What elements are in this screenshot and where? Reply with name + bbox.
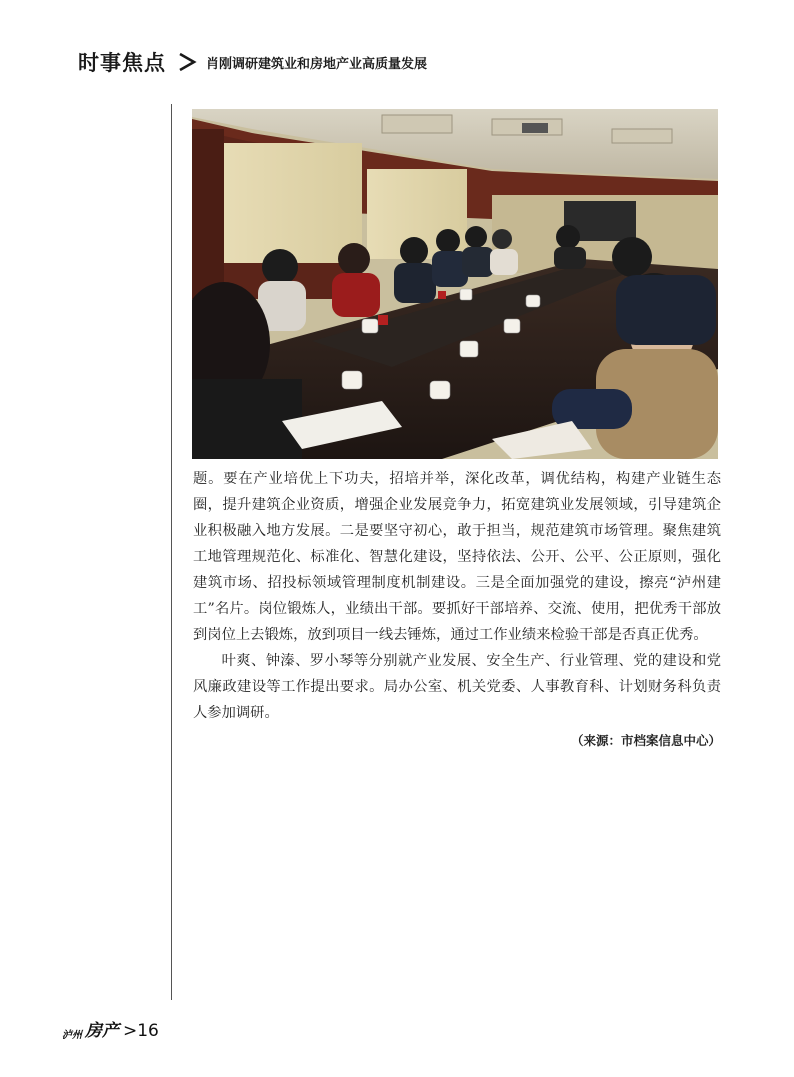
page-footer	[62, 1016, 159, 1041]
meeting-photo	[192, 109, 718, 459]
section-title: 时事焦点	[78, 51, 166, 75]
article-body	[193, 466, 721, 754]
magazine-name-small: 泸州	[62, 1030, 82, 1041]
page-number: >16	[123, 1021, 159, 1041]
chevron-right-icon	[176, 51, 198, 73]
magazine-name-logo: 房产	[85, 1021, 119, 1041]
article-headline: 肖刚调研建筑业和房地产业高质量发展	[206, 56, 428, 72]
margin-rule	[171, 104, 172, 1000]
page-header	[78, 44, 427, 80]
article-paragraph-1: 题。要在产业培优上下功夫，招培并举，深化改革，调优结构，构建产业链生态圈，提升建筑企业资质，增强企业发展竞争力，拓宽建筑业发展领域，引导建筑企业积极融入地方发展。二是要坚守初心，敢于担当，规范建筑市场管理。聚焦建筑工地管理规范化、标准化、智慧化建设，坚持依法、公开、公平、公正原则，强化建筑市场、招投标领域管理制度机制建设。三是全面加强党的建设，擦亮“泸州建工”名片。岗位锻炼人，业绩出干部。要抓好干部培养、交流、使用，把优秀干部放到岗位上去锻炼，放到项目一线去锤炼，通过工作业绩来检验干部是否真正优秀。	[193, 471, 721, 643]
article-paragraph-2: 叶爽、钟溱、罗小琴等分别就产业发展、安全生产、行业管理、党的建设和党风廉政建设等工作提出要求。局办公室、机关党委、人事教育科、计划财务科负责人参加调研。	[193, 653, 721, 721]
article-source: （来源：市档案信息中心）	[570, 733, 721, 748]
